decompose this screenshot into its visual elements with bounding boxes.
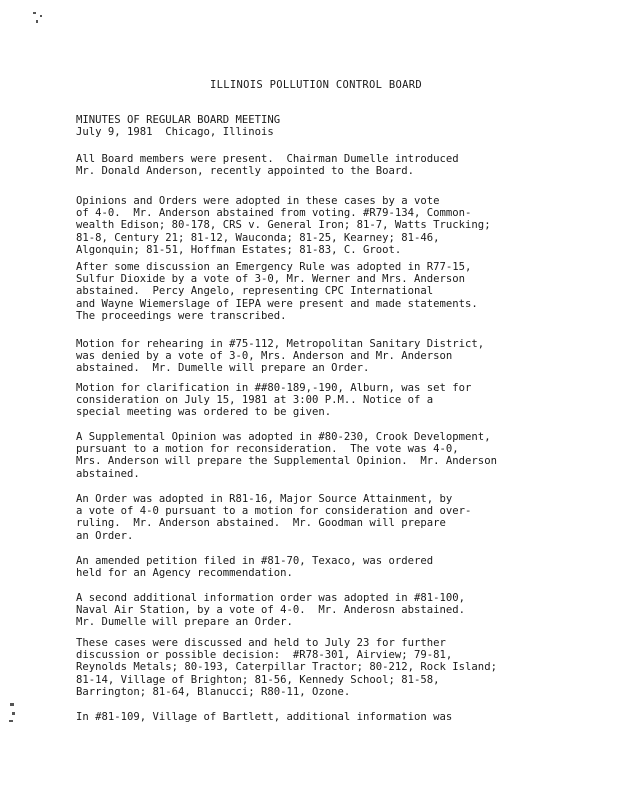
paragraph-line: abstained. Percy Angelo, representing CPC International <box>76 285 434 298</box>
paragraph-line: 81-14, Village of Brighton; 81-56, Kennedy School; 81-58, <box>76 673 440 686</box>
paragraph-line: Algonquin; 81-51, Hoffman Estates; 81-83, C. Groot. <box>76 243 402 256</box>
scan-artifact <box>9 720 13 722</box>
paragraph <box>76 261 556 322</box>
paragraph-line: consideration on July 15, 1981 at 3:00 P.M.. Notice of a <box>76 394 434 407</box>
paragraph-line: abstained. Mr. Dumelle will prepare an Order. <box>76 362 370 375</box>
paragraph-line: An amended petition filed in #81-70, Texaco, was ordered <box>76 555 434 567</box>
paragraph <box>76 153 556 177</box>
paragraph-line: Sulfur Dioxide by a vote of 3-0, Mr. Werner and Mrs. Anderson <box>76 273 466 286</box>
paragraph <box>76 637 556 698</box>
paragraph-line: wealth Edison; 80-178, CRS v. General Iron; 81-7, Watts Trucking; <box>76 219 491 232</box>
paragraph-line: After some discussion an Emergency Rule was adopted in R77-15, <box>76 261 472 273</box>
paragraph-line: was denied by a vote of 3-0, Mrs. Anderson and Mr. Anderson <box>76 350 453 363</box>
paragraph-line: pursuant to a motion for reconsideration. The vote was 4-0, <box>76 443 459 456</box>
scan-artifact <box>10 703 14 706</box>
paragraph-line: Reynolds Metals; 80-193, Caterpillar Tractor; 80-212, Rock Island; <box>76 661 497 674</box>
paragraph-line: special meeting was ordered to be given. <box>76 406 332 419</box>
paragraph-line: held for an Agency recommendation. <box>76 567 293 580</box>
paragraph-line: Mr. Dumelle will prepare an Order. <box>76 616 293 629</box>
paragraph-line: In #81-109, Village of Bartlett, additional information was <box>76 711 453 723</box>
scan-artifact <box>36 20 38 23</box>
meeting-header <box>76 114 556 138</box>
paragraph-line: A Supplemental Opinion was adopted in #80-230, Crook Development, <box>76 431 491 443</box>
paragraph-line: 81-8, Century 21; 81-12, Wauconda; 81-25, Kearney; 81-46, <box>76 231 440 244</box>
paragraph-line: Motion for rehearing in #75-112, Metropolitan Sanitary District, <box>76 338 485 350</box>
paragraph-line: A second additional information order was adopted in #81-100, <box>76 592 466 604</box>
paragraph-line: The proceedings were transcribed. <box>76 309 287 322</box>
paragraph-line: Mr. Donald Anderson, recently appointed to the Board. <box>76 165 415 178</box>
paragraph-line: a vote of 4-0 pursuant to a motion for consideration and over- <box>76 505 472 518</box>
paragraph-line: All Board members were present. Chairman Dumelle introduced <box>76 153 459 165</box>
document-title: ILLINOIS POLLUTION CONTROL BOARD <box>210 79 422 91</box>
scan-artifact <box>40 15 42 17</box>
paragraph <box>76 431 556 480</box>
meeting-date-location: July 9, 1981 Chicago, Illinois <box>76 126 274 139</box>
paragraph-line: Mrs. Anderson will prepare the Supplemental Opinion. Mr. Anderson <box>76 455 497 468</box>
paragraph <box>76 195 556 256</box>
paragraph <box>76 382 556 419</box>
paragraph-line: Barrington; 81-64, Blanucci; R80-11, Ozone. <box>76 685 351 698</box>
paragraph-line: of 4-0. Mr. Anderson abstained from voting. #R79-134, Common- <box>76 207 472 220</box>
paragraph <box>76 493 556 542</box>
meeting-heading: MINUTES OF REGULAR BOARD MEETING <box>76 114 281 126</box>
paragraph-line: discussion or possible decision: #R78-301, Airview; 79-81, <box>76 649 453 662</box>
paragraph <box>76 592 556 629</box>
paragraph-line: Opinions and Orders were adopted in these cases by a vote <box>76 195 440 207</box>
scan-artifact <box>12 712 15 715</box>
paragraph-line: Motion for clarification in ##80-189,-190, Alburn, was set for <box>76 382 472 394</box>
paragraph-line: An Order was adopted in R81-16, Major Source Attainment, by <box>76 493 453 505</box>
paragraph-line: abstained. <box>76 467 140 480</box>
paragraph <box>76 711 556 723</box>
paragraph-line: Naval Air Station, by a vote of 4-0. Mr. Anderosn abstained. <box>76 604 466 617</box>
scan-artifact <box>33 12 36 14</box>
paragraph-line: ruling. Mr. Anderson abstained. Mr. Goodman will prepare <box>76 517 446 530</box>
paragraph-line: These cases were discussed and held to July 23 for further <box>76 637 446 649</box>
paragraph <box>76 338 556 375</box>
paragraph <box>76 555 556 579</box>
paragraph-line: an Order. <box>76 529 134 542</box>
paragraph-line: and Wayne Wiemerslage of IEPA were present and made statements. <box>76 297 478 310</box>
